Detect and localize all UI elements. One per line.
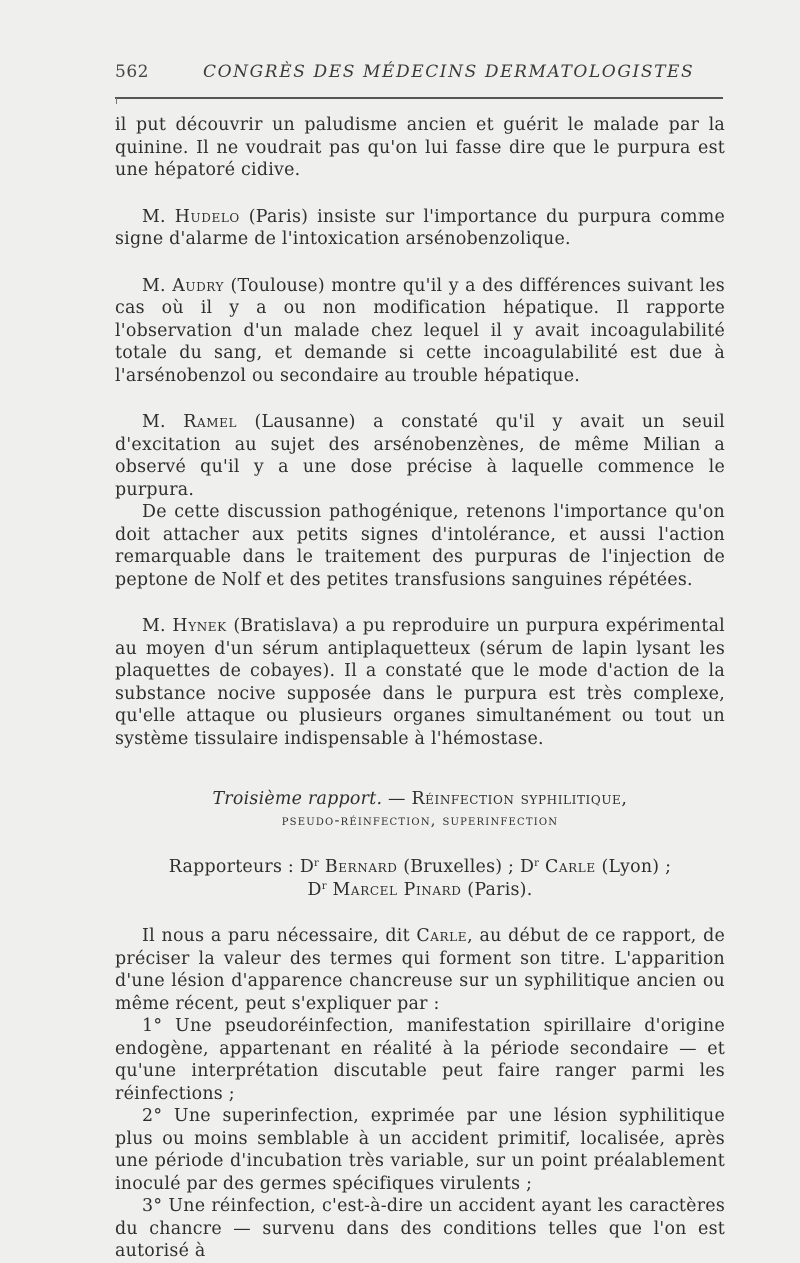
doctor-superscript: r (534, 858, 540, 869)
paragraph-text: (Paris) insiste sur l'importance du purpura comme signe d'alarme de l'intoxication arsénobenzolique. (115, 206, 725, 249)
title-prefix: M. (142, 206, 175, 227)
section-heading-line-2: pseudo-réinfection, superinfection (281, 811, 559, 829)
paragraph-text: (Toulouse) montre qu'il y a des différences suivant les cas où il y a ou non modification hépatique. Il rapporte l'observation d'un malade chez lequel il y avait incoagulabilité totale du sang, et demande si cette incoagulabilité est due à l'arsénobenzol ou secondaire au trouble hépatique. (115, 275, 725, 386)
list-item-3: 3° Une réinfection, c'est-à-dire un accident ayant les caractères du chancre — survenu dans des conditions telles que l'on est autorisé à (115, 1196, 725, 1261)
paragraph-text: il put découvrir un paludisme ancien et guérit le malade par la quinine. Il ne voudrait pas qu'on lui fasse dire que le purpura est une hépatoré cidive. (115, 115, 725, 180)
author-name: Carle (416, 926, 468, 946)
list-item-1: 1° Une pseudoréinfection, manifestation spirillaire d'origine endogène, appartenant en réalité à la période secondaire — et qu'une interprétation discutable peut faire ranger parmi les réinfections ; (115, 1016, 725, 1104)
speaker-name: Hynek (172, 616, 227, 636)
title-prefix: M. (142, 275, 173, 296)
rapporteurs-label: Rapporteurs : D (168, 857, 315, 877)
paragraph-text: (Bratislava) a pu reproduire un purpura expérimental au moyen d'un sérum antiplaquetteux (sérum de lapin lysant les plaquettes de cobayes). Il a constaté que le mode d'action de la substance nocive supposée dans le purpura est très complexe, qu'elle attaque ou plusieurs organes simultanément ou tout un système tissulaire indispensable à l'hémostase. (115, 616, 725, 749)
paragraph-hudelo (115, 206, 725, 251)
speaker-name: Hudelo (174, 206, 240, 227)
doctor-superscript: r (314, 858, 320, 869)
paragraph-hynek (115, 615, 725, 750)
paragraph-text: (Lausanne) a constaté qu'il y avait un seuil d'excitation au sujet des arsénobenzènes, de même Milian a observé qu'il y a une dose précise à laquelle commence le purpura. (115, 412, 725, 500)
page-header (115, 62, 725, 88)
paragraph-ramel (115, 411, 725, 501)
rapporteur-name: Carle (544, 857, 596, 877)
rapporteur-city: (Lyon) ; (595, 857, 672, 877)
section-heading (115, 788, 725, 811)
paragraph-text: Il nous a paru nécessaire, dit (142, 926, 417, 946)
body-text (115, 114, 725, 1263)
running-title: CONGRÈS DES MÉDECINS DERMATOLOGISTES (203, 62, 695, 82)
paragraph-continuation (115, 114, 725, 182)
doctor-prefix: D (307, 879, 322, 900)
rapporteur-name: Marcel Pinard (332, 879, 462, 900)
list-item-2: 2° Une superinfection, exprimée par une lésion syphilitique plus ou moins semblable à un accident primitif, localisée, après une période d'incubation très variable, sur un point préalablement inoculé par des germes spécifiques virulents ; (115, 1106, 725, 1194)
section-heading-dash: — (382, 789, 412, 809)
speaker-name: Ramel (183, 412, 238, 432)
page-number: 562 (115, 62, 149, 82)
paragraph-discussion (115, 501, 725, 591)
rapporteurs-line-1 (115, 856, 725, 879)
rapporteurs-line-2 (115, 879, 725, 902)
doctor-superscript: r (321, 880, 327, 892)
rapporteur-name: Bernard (324, 857, 398, 877)
header-rule-mark (116, 98, 121, 104)
paragraph-audry (115, 275, 725, 388)
paragraph-text: De cette discussion pathogénique, retenons l'importance qu'on doit attacher aux petits signes d'intolérance, et aussi l'action remarquable dans le traitement des purpuras de l'injection de peptone de Nolf et des petites transfusions sanguines répétées. (115, 502, 725, 590)
section-heading-caps: Réinfection syphilitique, (411, 789, 628, 809)
title-prefix: M. (142, 616, 173, 636)
rapporteur-city: (Bruxelles) ; D (397, 857, 535, 877)
title-prefix: M. (142, 412, 184, 432)
paragraph-text: , au début de ce rapport, de préciser la valeur des termes qui forment son titre. L'apparition d'une lésion d'apparence chancreuse sur un syphilitique ancien ou même récent, peut s'expliquer par : (115, 926, 725, 1014)
section-heading-italic: Troisième rapport. (212, 789, 383, 809)
report-intro (115, 925, 725, 1015)
speaker-name: Audry (172, 275, 225, 296)
rapporteur-city: (Paris). (461, 879, 533, 900)
header-rule (115, 97, 723, 99)
